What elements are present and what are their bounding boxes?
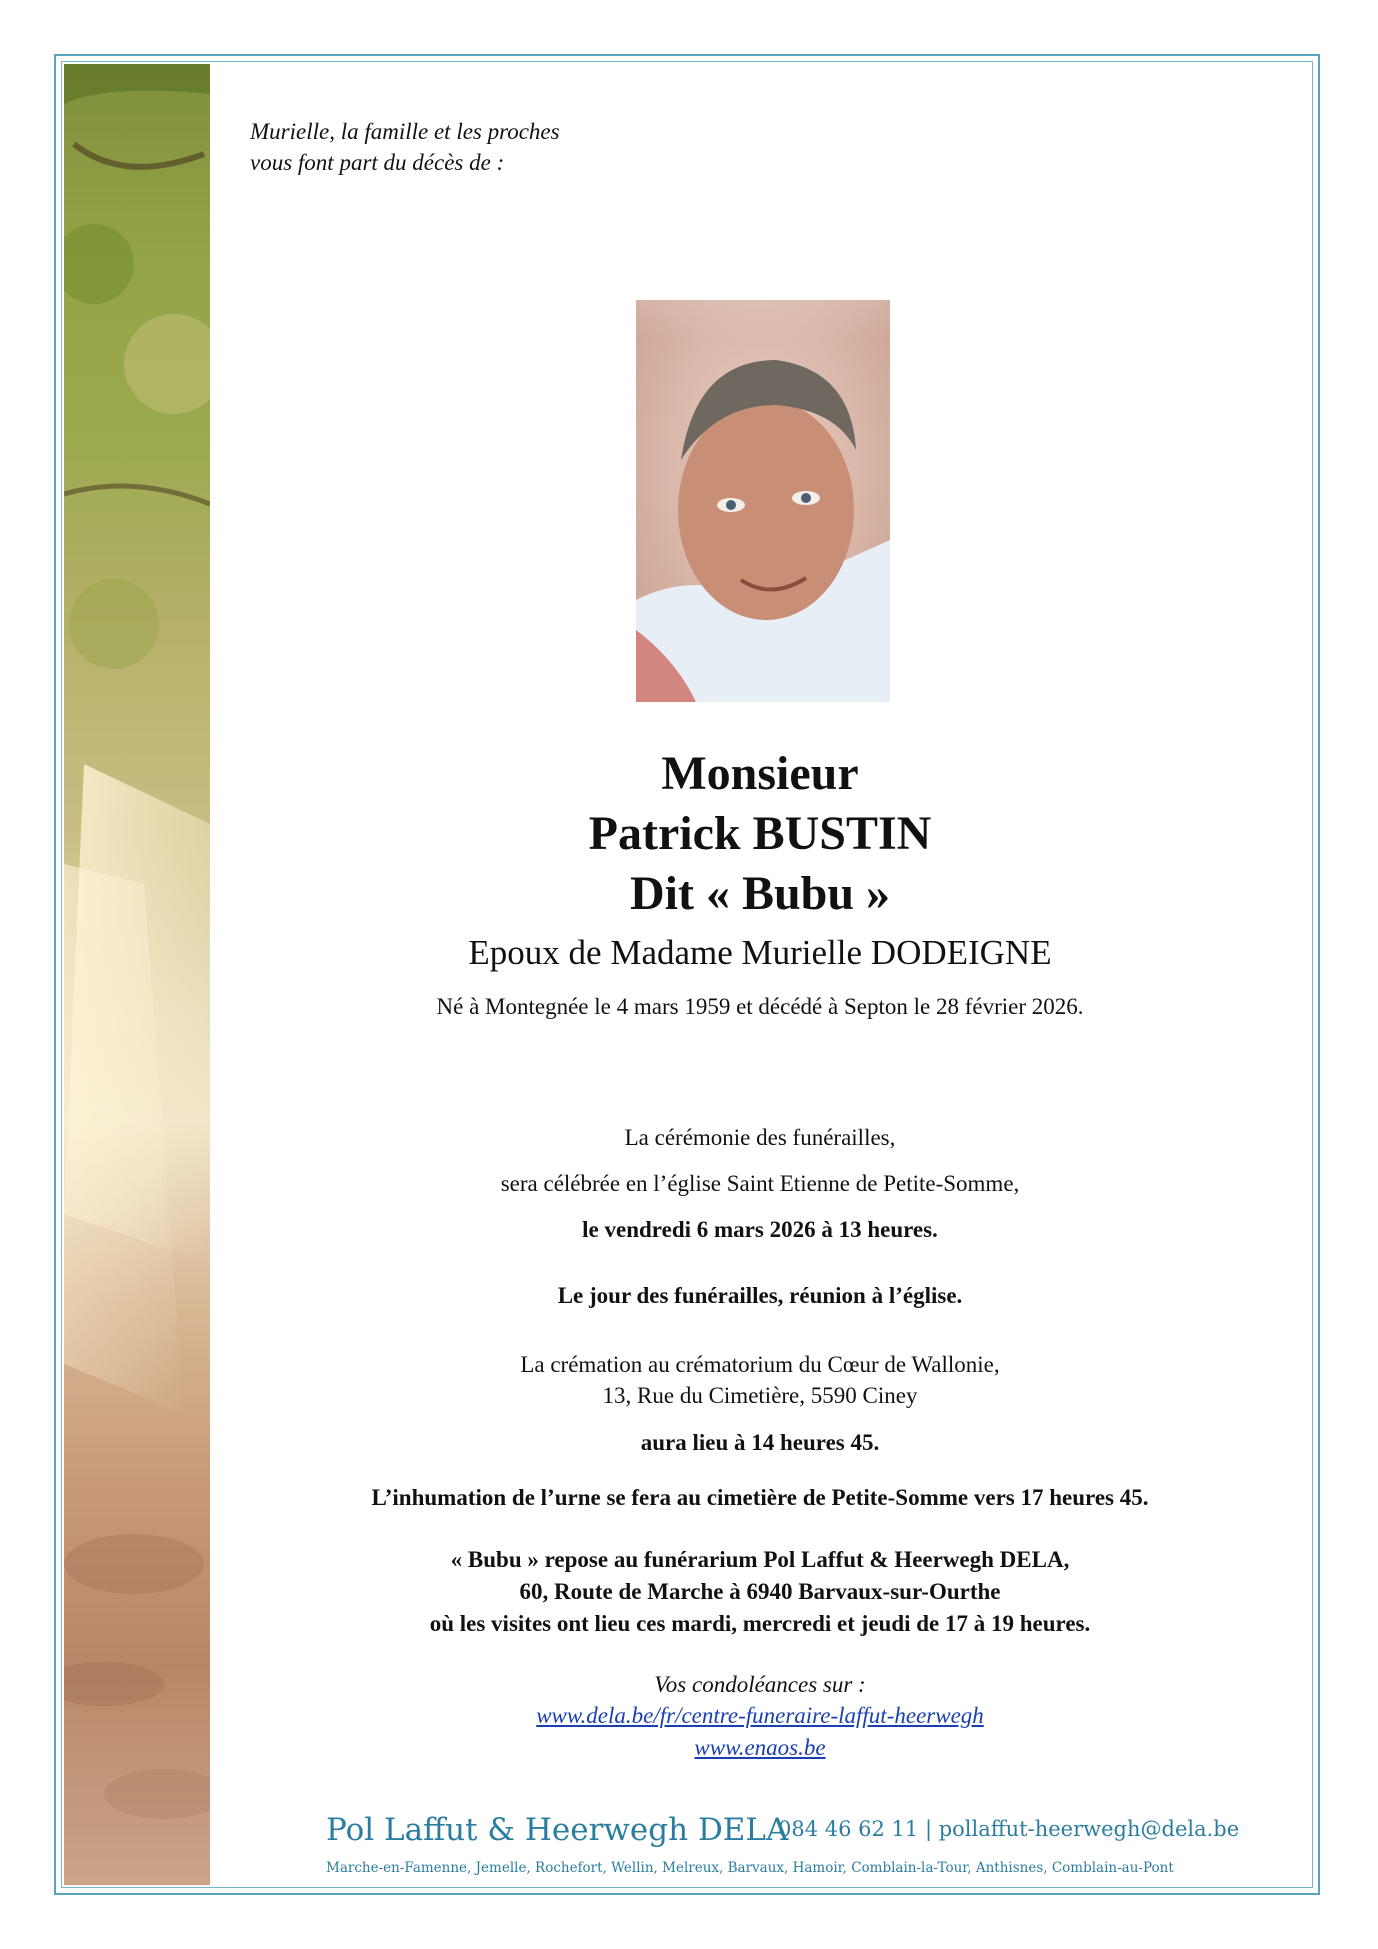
condolences-label: Vos condoléances sur : bbox=[654, 1672, 866, 1697]
ceremony-line-2: sera célébrée en l’église Saint Etienne de Petite-Somme, bbox=[500, 1171, 1020, 1196]
intro-text bbox=[250, 116, 560, 178]
ceremony-line-1: La cérémonie des funérailles, bbox=[624, 1125, 896, 1150]
spouse-line: Epoux de Madame Murielle DODEIGNE bbox=[468, 933, 1052, 972]
cremation-line-2: 13, Rue du Cimetière, 5590 Ciney bbox=[602, 1383, 918, 1408]
footer-towns: Marche-en-Famenne, Jemelle, Rochefort, Wellin, Melreux, Barvaux, Hamoir, Comblain-la-Tour, Anthisnes, Comblain-au-Pont bbox=[326, 1860, 1174, 1876]
portrait-photo bbox=[636, 300, 890, 702]
footer-contact: 084 46 62 11 | pollaffut-heerwegh@dela.be bbox=[778, 1817, 1240, 1841]
intro-line-2: vous font part du décès de : bbox=[250, 150, 505, 175]
repose-line-2: 60, Route de Marche à 6940 Barvaux-sur-Ourthe bbox=[519, 1579, 1001, 1604]
repose-line-3: où les visites ont lieu ces mardi, mercredi et jeudi de 17 à 19 heures. bbox=[429, 1611, 1091, 1636]
intro-line-1: Murielle, la famille et les proches bbox=[250, 119, 560, 144]
repose-line-1: « Bubu » repose au funérarium Pol Laffut & Heerwegh DELA, bbox=[450, 1547, 1070, 1572]
dates-line: Né à Montegnée le 4 mars 1959 et décédé à Septon le 28 février 2026. bbox=[436, 994, 1084, 1019]
footer-brand: Pol Laffut & Heerwegh DELA bbox=[326, 1812, 789, 1848]
deceased-name: Patrick BUSTIN bbox=[588, 807, 932, 860]
deceased-title: Monsieur bbox=[661, 747, 859, 800]
forest-path-image bbox=[64, 64, 210, 1885]
cremation-when: aura lieu à 14 heures 45. bbox=[640, 1430, 880, 1455]
deceased-nickname: Dit « Bubu » bbox=[629, 867, 891, 920]
condolences-link-enaos[interactable]: www.enaos.be bbox=[694, 1735, 826, 1760]
gathering-line: Le jour des funérailles, réunion à l’église. bbox=[557, 1283, 963, 1308]
ceremony-when: le vendredi 6 mars 2026 à 13 heures. bbox=[582, 1217, 938, 1242]
cremation-line-1: La crémation au crématorium du Cœur de Wallonie, bbox=[520, 1352, 1000, 1377]
inhumation-line: L’inhumation de l’urne se fera au cimetière de Petite-Somme vers 17 heures 45. bbox=[371, 1485, 1149, 1510]
condolences-link-dela[interactable]: www.dela.be/fr/centre-funeraire-laffut-heerwegh bbox=[536, 1703, 984, 1728]
